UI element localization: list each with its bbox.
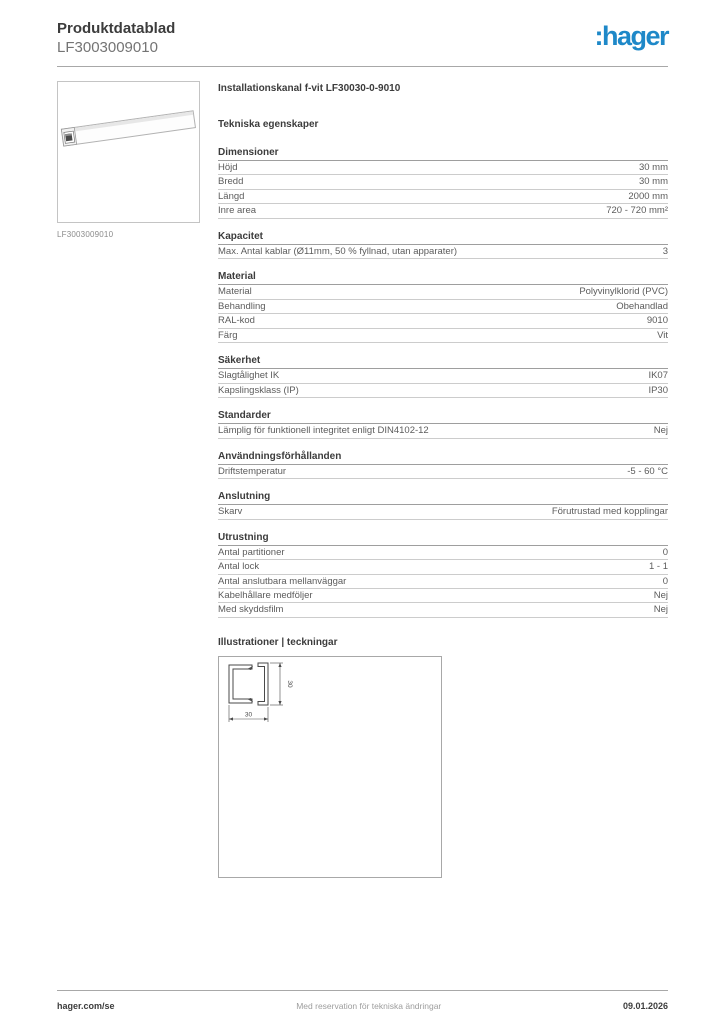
product-image (57, 81, 200, 223)
section-title: Användningsförhållanden (218, 451, 668, 465)
spec-label: Behandling (218, 300, 266, 312)
spec-label: Driftstemperatur (218, 465, 287, 477)
spec-row (218, 175, 668, 189)
spec-value: Nej (653, 425, 668, 437)
spec-section (218, 451, 668, 479)
spec-value: 0 (662, 546, 668, 558)
spec-label: Kapslingsklass (IP) (218, 384, 299, 396)
spec-section (218, 271, 668, 343)
spec-value: 1 - 1 (648, 561, 668, 573)
hager-logo: :hager (594, 21, 668, 51)
section-title: Anslutning (218, 491, 668, 505)
spec-value: Vit (657, 329, 668, 341)
spec-row (218, 505, 668, 519)
content-area (0, 67, 724, 878)
height-dimension-label: 30 (286, 680, 293, 688)
spec-row (218, 245, 668, 259)
spec-label: Antal lock (218, 561, 260, 573)
right-column (218, 81, 668, 878)
spec-row (218, 314, 668, 328)
spec-row (218, 384, 668, 398)
spec-row (218, 589, 668, 603)
spec-label: Kabelhållare medföljer (218, 589, 313, 601)
spec-label: Färg (218, 329, 238, 341)
spec-label: Höjd (218, 162, 238, 173)
spec-label: Lämplig för funktionell integritet enligt DIN4102-12 (218, 425, 429, 437)
spec-row (218, 424, 668, 438)
spec-row (218, 546, 668, 560)
spec-section (218, 231, 668, 259)
cross-section-drawing (224, 662, 324, 728)
section-title: Utrustning (218, 532, 668, 546)
spec-row (218, 575, 668, 589)
spec-value: 30 mm (638, 176, 668, 188)
spec-row (218, 204, 668, 218)
spec-row (218, 329, 668, 343)
spec-label: Med skyddsfilm (218, 604, 284, 616)
footer-disclaimer: Med reservation för tekniska ändringar (296, 1001, 442, 1011)
spec-value: IK07 (648, 370, 668, 382)
page-footer (57, 990, 668, 1011)
spec-label: Skarv (218, 506, 243, 518)
spec-value: Obehandlad (616, 300, 668, 312)
spec-value: -5 - 60 °C (627, 465, 668, 477)
spec-label: Material (218, 286, 252, 298)
spec-section (218, 410, 668, 438)
trunking-photo-graphic (58, 82, 199, 222)
spec-row (218, 560, 668, 574)
section-title: Säkerhet (218, 355, 668, 369)
spec-value: Nej (653, 589, 668, 601)
spec-label: Inre area (218, 205, 257, 217)
left-column (57, 81, 200, 878)
illustration-box (218, 656, 442, 878)
spec-section (218, 491, 668, 519)
section-title: Dimensioner (218, 147, 668, 161)
spec-row (218, 369, 668, 383)
spec-label: Antal partitioner (218, 546, 285, 558)
spec-label: Slagtålighet IK (218, 370, 280, 382)
product-reference: LF3003009010 (57, 39, 158, 56)
spec-section (218, 355, 668, 398)
width-dimension-label: 30 (244, 711, 253, 719)
footer-row (57, 1001, 668, 1011)
spec-label: RAL-kod (218, 315, 255, 327)
page-title: Produktdatablad (57, 20, 176, 37)
spec-label: Bredd (218, 176, 244, 188)
spec-value: 3 (662, 245, 668, 257)
spec-value: 30 mm (638, 162, 668, 173)
spec-sections (218, 147, 668, 618)
spec-row (218, 190, 668, 204)
section-title: Material (218, 271, 668, 285)
spec-value: 9010 (646, 315, 668, 327)
spec-value: 720 - 720 mm² (606, 205, 668, 217)
spec-row (218, 465, 668, 479)
product-image-caption: LF3003009010 (57, 230, 114, 239)
spec-row (218, 285, 668, 299)
spec-section (218, 147, 668, 219)
section-title: Standarder (218, 410, 668, 424)
product-title: Installationskanal f-vit LF30030-0-9010 (218, 83, 401, 94)
header-text-block (57, 20, 175, 57)
spec-row (218, 300, 668, 314)
spec-row (218, 161, 668, 175)
spec-row (218, 603, 668, 617)
page-header (0, 0, 724, 57)
technical-properties-heading: Tekniska egenskaper (218, 119, 319, 130)
footer-divider (57, 990, 668, 991)
spec-label: Max. Antal kablar (Ø11mm, 50 % fyllnad, utan apparater) (218, 245, 458, 257)
section-title: Kapacitet (218, 231, 668, 245)
spec-value: 0 (662, 575, 668, 587)
spec-value: 2000 mm (628, 190, 668, 202)
spec-label: Antal anslutbara mellanväggar (218, 575, 347, 587)
spec-value: Nej (653, 604, 668, 616)
spec-value: Förutrustad med kopplingar (551, 506, 668, 518)
footer-date: 09.01.2026 (622, 1001, 668, 1011)
spec-section (218, 532, 668, 618)
spec-label: Längd (218, 190, 245, 202)
illustrations-heading: Illustrationer | teckningar (218, 636, 338, 648)
spec-value: IP30 (648, 384, 668, 396)
footer-website: hager.com/se (57, 1001, 115, 1011)
spec-value: Polyvinylklorid (PVC) (579, 286, 668, 298)
